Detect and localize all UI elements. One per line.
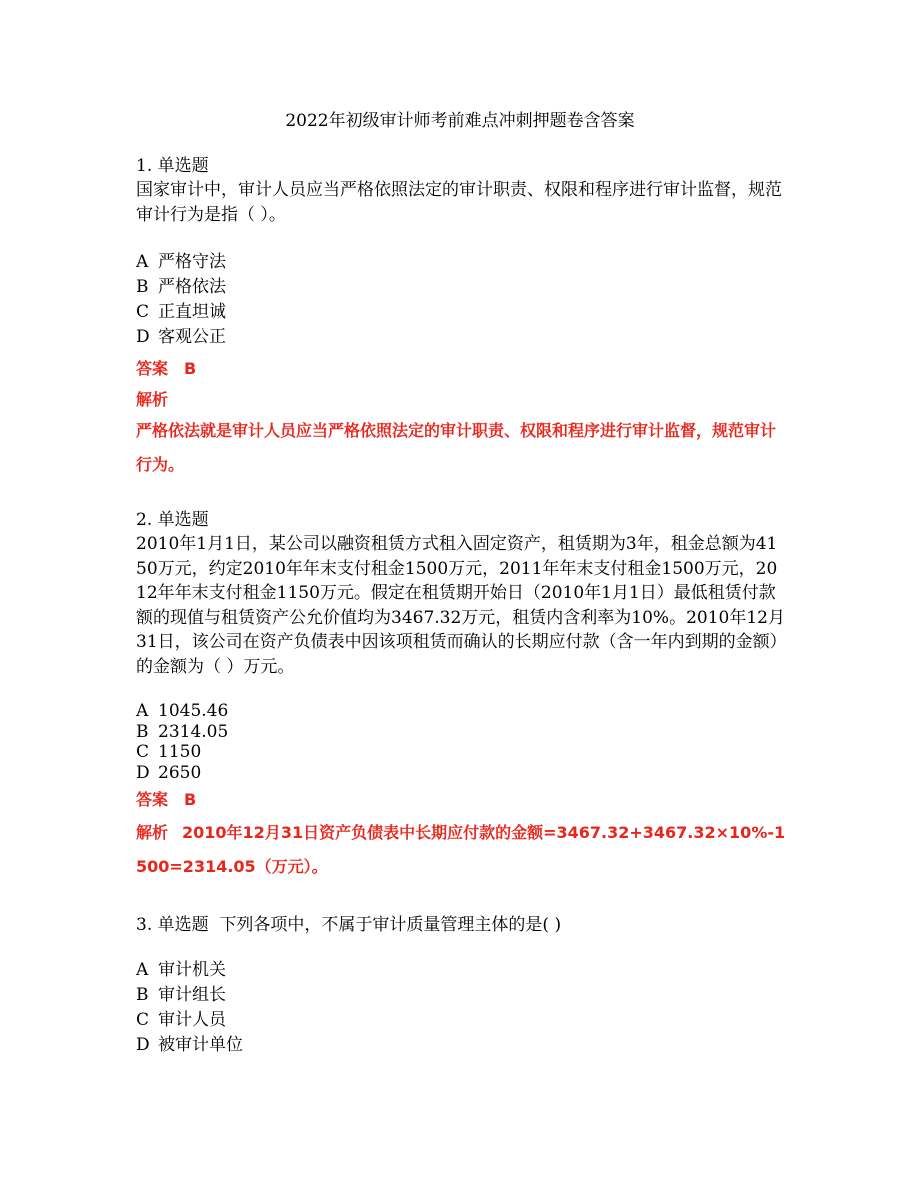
option-list xyxy=(136,958,788,1058)
option-list xyxy=(136,250,788,350)
answer-value: B xyxy=(184,790,197,809)
explanation-label: 解析 xyxy=(136,390,169,409)
option-a: A 审计机关 xyxy=(136,960,226,980)
option-d: D 被审计单位 xyxy=(136,1035,243,1055)
question-stem: 2010年1月1日，某公司以融资租赁方式租入固定资产，租赁期为3年，租金总额为4150万元，约定2010年年末支付租金1500万元，2011年年末支付租金1500万元，2012年年末支付租金1150万元。假定在租赁期开始日（2010年1月1日）最低租赁付款额的现值与租赁资产公允价值均为3467.32万元，租赁内含利率为10%。2010年12月31日，该公司在资产负债表中因该项租赁而确认的长期应付款（含一年内到期的金额）的金额为（ ）万元。 xyxy=(136,534,787,677)
option-list xyxy=(136,701,788,783)
explanation-label: 解析 xyxy=(136,823,169,842)
option-c: C 1150 xyxy=(136,742,202,762)
answer-label: 答案 xyxy=(136,359,169,378)
option-d: D 客观公正 xyxy=(136,327,226,347)
explanation xyxy=(136,816,788,884)
answer-label: 答案 xyxy=(136,790,169,809)
option-d: D 2650 xyxy=(136,762,202,783)
option-b: B 审计组长 xyxy=(136,985,226,1005)
question-stem: 国家审计中，审计人员应当严格依照法定的审计职责、权限和程序进行审计监督，规范审计行为是指（ ）。 xyxy=(136,180,782,225)
question-2 xyxy=(136,508,788,884)
option-a: A 1045.46 xyxy=(136,701,229,721)
answer-value: B xyxy=(184,359,197,378)
option-c: C 正直坦诚 xyxy=(136,302,226,322)
question-header: 1. 单选题 xyxy=(136,156,209,176)
option-a: A 严格守法 xyxy=(136,252,226,272)
answer-line xyxy=(136,355,788,383)
question-header-line xyxy=(136,913,788,937)
question-1 xyxy=(136,154,788,482)
answer-line xyxy=(136,786,788,814)
option-b: B 严格依法 xyxy=(136,277,226,297)
question-header: 2. 单选题 xyxy=(136,510,209,530)
option-c: C 审计人员 xyxy=(136,1010,226,1030)
question-3 xyxy=(136,913,788,1058)
document-title: 2022年初级审计师考前难点冲刺押题卷含答案 xyxy=(285,111,635,131)
explanation-text: 严格依法就是审计人员应当严格依照法定的审计职责、权限和程序进行审计监督，规范审计行为。 xyxy=(136,421,777,474)
question-header: 3. 单选题 xyxy=(136,915,209,935)
question-stem: 下列各项中，不属于审计质量管理主体的是( ) xyxy=(219,915,562,935)
option-b: B 2314.05 xyxy=(136,721,229,742)
explanation-text: 2010年12月31日资产负债表中长期应付款的金额=3467.32+3467.32×10%-1500=2314.05（万元）。 xyxy=(136,823,786,876)
